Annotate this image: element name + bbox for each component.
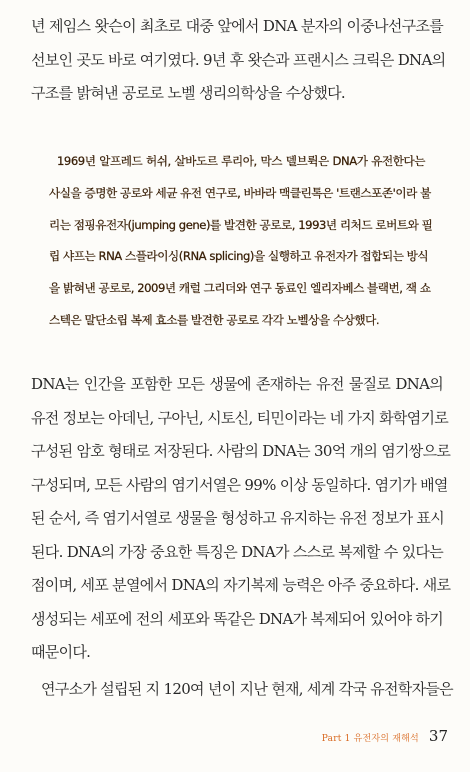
sidebar-line: 리는 점핑유전자(jumping gene)를 발견한 공로로, 1993년 리처드 로버트와 필 (49, 217, 433, 232)
text-line: DNA는 인간을 포함한 모든 생물에 존재하는 유전 물질로 DNA의 (31, 375, 443, 393)
text-line: 구성되며, 모든 사람의 염기서열은 99% 이상 동일하다. 염기가 배열 (31, 475, 448, 494)
text-line: 유전 정보는 아데닌, 구아닌, 시토신, 티민이라는 네 가지 화학염기로 (31, 408, 449, 427)
text-line: 구성된 암호 형태로 저장된다. 사람의 DNA는 30억 개의 염기쌍으로 (31, 442, 451, 460)
text-line: 선보인 곳도 바로 여기였다. 9년 후 왓슨과 프랜시스 크릭은 DNA의 (31, 50, 446, 69)
text-line: 때문이다. (31, 643, 91, 661)
page-footer (322, 727, 448, 749)
text-line: 된 순서, 즉 염기서열로 생물을 형성하고 유지하는 유전 정보가 표시 (31, 509, 445, 527)
text-line: 년 제임스 왓슨이 최초로 대중 앞에서 DNA 분자의 이중나선구조를 (31, 17, 443, 35)
sidebar-line: 사실을 증명한 공로와 세균 유전 연구로, 바바라 맥클린톡은 '트랜스포존'이라 불 (49, 185, 431, 200)
text-line: 된다. DNA의 가장 중요한 특징은 DNA가 스스로 복제할 수 있다는 (31, 542, 443, 561)
running-head: Part 1 유전자의 재해석 (321, 734, 419, 744)
sidebar-line: 립 샤프는 RNA 스플라이싱(RNA splicing)을 실행하고 유전자가 접합되는 방식 (49, 249, 429, 264)
text-line: 점이며, 세포 분열에서 DNA의 자기복제 능력은 아주 중요하다. 새로 (31, 576, 451, 594)
text-line: 생성되는 세포에 전의 세포와 똑같은 DNA가 복제되어 있어야 하기 (31, 609, 443, 628)
text-line: 구조를 밝혀낸 공로로 노벨 생리의학상을 수상했다. (31, 84, 346, 102)
sidebar-line: 을 밝혀낸 공로로, 2009년 캐럴 그리더와 연구 동료인 엘리자베스 블랙번, 잭 쇼 (49, 281, 431, 296)
page-number: 37 (428, 727, 448, 745)
nobel-sidebar-box (49, 146, 433, 337)
paragraph-dna (31, 368, 451, 670)
text-line: 연구소가 설립된 지 120여 년이 지난 현재, 세계 각국 유전학자들은 (41, 680, 453, 698)
paragraph-institute (31, 673, 453, 707)
sidebar-line: 스텍은 말단소립 복제 효소를 발견한 공로로 각각 노벨상을 수상했다. (49, 312, 380, 327)
sidebar-line: 1969년 알프레드 허쉬, 살바도르 루리아, 막스 델브뤽은 DNA가 유전한다는 (57, 154, 425, 168)
paragraph-intro (31, 10, 446, 111)
